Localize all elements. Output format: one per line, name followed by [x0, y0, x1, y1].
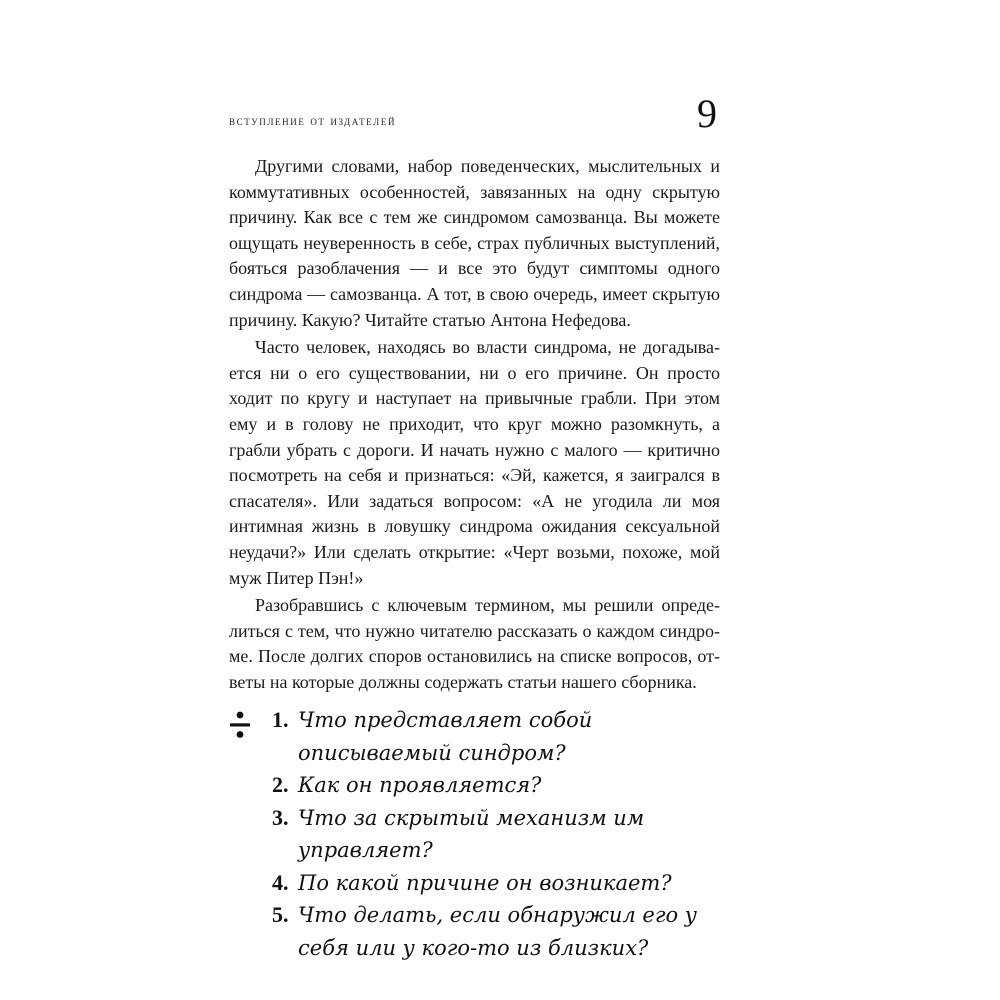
paragraph-2: Часто человек, находясь во власти синдрома, не догадывается ни о его существовании, ни о его причине. Он просто ходит по кругу и наступает на привычные грабли. При этом ему и в голову не приходит, что круг можно разомкнуть, а грабли убрать с дороги. И начать нужно с малого — критично посмотреть на себя и признаться: «Эй, кажется, я заигрался в спасателя». Или задаться вопросом: «А не угодила ли моя интимная жизнь в ловушку синдрома ожидания сексуальной неудачи?» Или сделать открытие: «Черт возьми, похоже, мой муж Питер Пэн!»: [229, 337, 720, 588]
list-item: [272, 802, 752, 867]
question-text: Что делать, если обнаружил его у себя или у кого-то из близких?: [298, 903, 697, 960]
question-number: 2.: [272, 772, 289, 797]
question-number: 3.: [272, 804, 289, 830]
list-item: [272, 704, 752, 769]
body-text: [229, 154, 720, 695]
question-text: Что за скрытый механизм им управляет?: [298, 805, 645, 862]
question-number: 4.: [272, 869, 289, 895]
paragraph-1: Другими словами, набор поведенческих, мыслительных и коммутативных особенностей, завязанных на одну скрытую причину. Как все с тем же синдромом самозванца. Вы можете ощущать неуверенность в себе, страх публичных выступлений, бояться разоблачения — и все это будут симптомы одного синдрома — самозванца. А тот, в свою очередь, имеет скрытую причину. Какую? Читайте статью Антона Нефедова.: [229, 156, 720, 330]
list-item: [272, 867, 752, 900]
list-item: [272, 899, 752, 964]
questions-list: [272, 704, 752, 964]
running-head: вступление от издателей: [229, 113, 397, 128]
question-text: Что представляет собой описываемый синдром?: [298, 708, 593, 765]
divide-icon: [229, 711, 251, 739]
question-text: Как он проявляется?: [298, 773, 542, 797]
question-number: 1.: [272, 707, 289, 732]
question-text: По какой причине он возникает?: [298, 870, 672, 895]
paragraph-3: Разобравшись с ключевым термином, мы решили определиться с тем, что нужно читателю рассказать о каждом синдроме. После долгих споров остановились на списке вопросов, ответы на которые должны содержать статьи нашего сборника.: [229, 595, 720, 692]
page-number: 9: [697, 91, 717, 136]
question-number: 5.: [272, 902, 289, 927]
list-item: [272, 769, 752, 802]
